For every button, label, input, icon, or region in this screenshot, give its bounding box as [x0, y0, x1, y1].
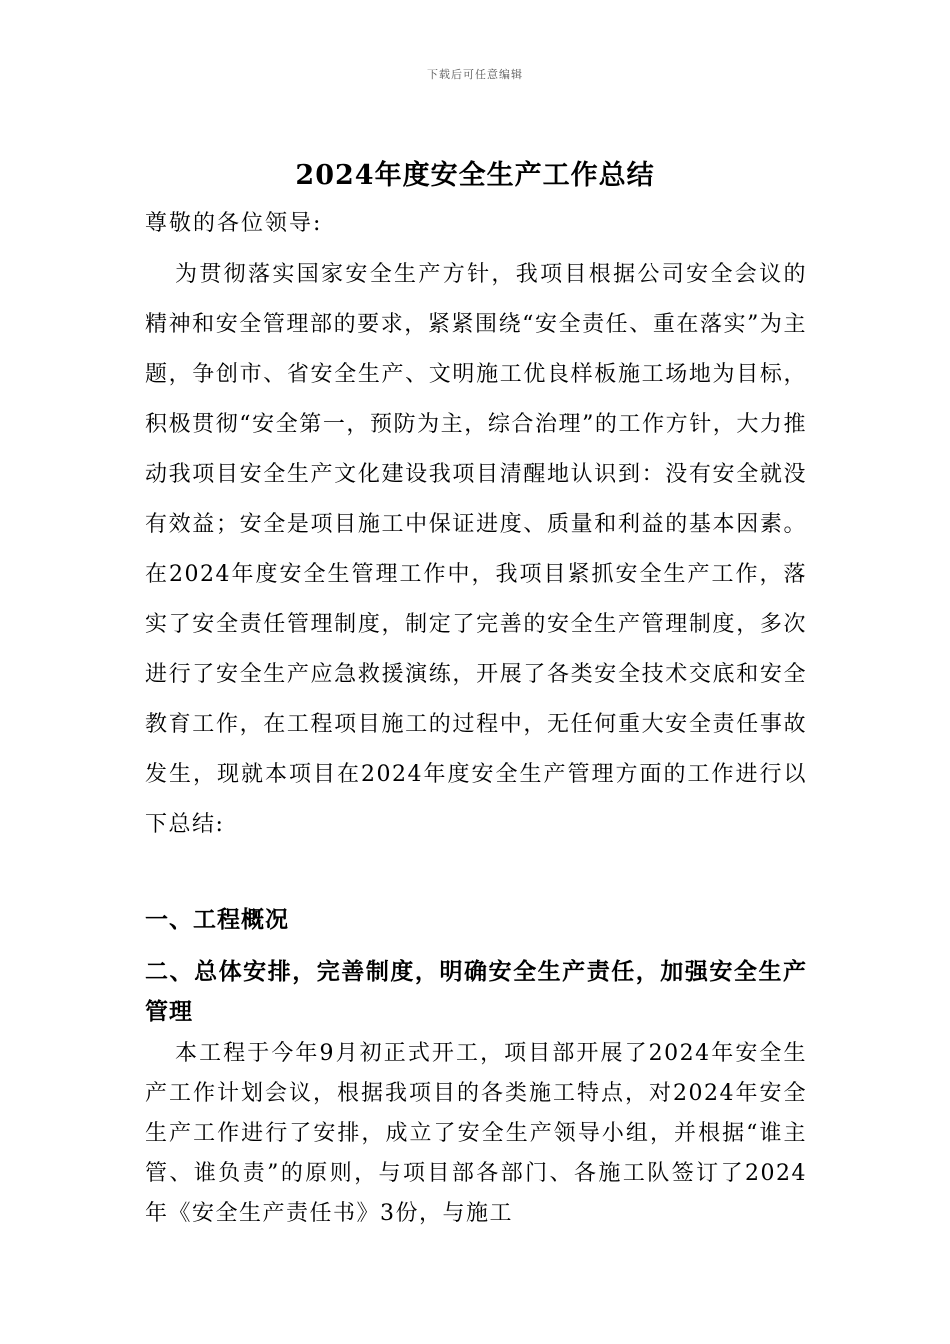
intro-paragraph: 为贯彻落实国家安全生产方针，我项目根据公司安全会议的精神和安全管理部的要求，紧紧围绕“安全责任、重在落实”为主题，争创市、省安全生产、文明施工优良样板施工场地为目标，积极贯彻“安全第一，预防为主，综合治理”的工作方针，大力推动我项目安全生产文化建设我项目清醒地认识到：没有安全就没有效益；安全是项目施工中保证进度、质量和利益的基本因素。在2024年度安全生管理工作中，我项目紧抓安全生产工作，落实了安全责任管理制度，制定了完善的安全生产管理制度，多次进行了安全生产应急救援演练，开展了各类安全技术交底和安全教育工作，在工程项目施工的过程中，无任何重大安全责任事故发生，现就本项目在2024年度安全生产管理方面的工作进行以下总结:	[145, 262, 807, 837]
section-heading-overview: 一、工程概况	[145, 906, 289, 933]
section-heading-arrangement: 二、总体安排，完善制度，明确安全生产责任，加强安全生产管理	[145, 958, 807, 1025]
page-header-note: 下载后可任意编辑	[427, 68, 523, 81]
salutation: 尊敬的各位领导:	[145, 211, 323, 236]
document-title: 2024年度安全生产工作总结	[295, 160, 655, 191]
section-paragraph-arrangement: 本工程于今年9月初正式开工，项目部开展了2024年安全生产工作计划会议，根据我项目的各类施工特点，对2024年安全生产工作进行了安排，成立了安全生产领导小组，并根据“谁主管、谁负责”的原则，与项目部各部门、各施工队签订了2024年《安全生产责任书》3份，与施工	[145, 1041, 807, 1226]
